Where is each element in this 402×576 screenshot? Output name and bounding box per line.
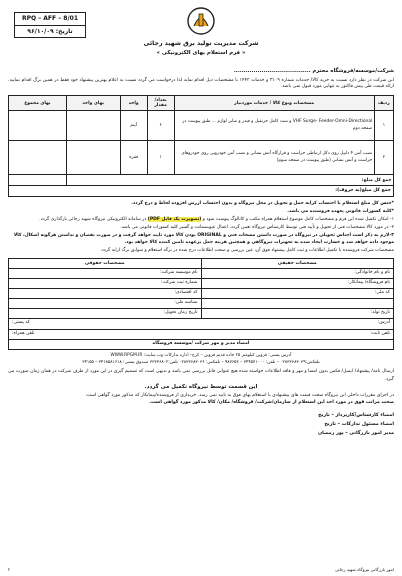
phone-row [9, 329, 393, 339]
row-qty: ۶ [147, 111, 174, 141]
address-block [8, 319, 394, 350]
items-table [8, 95, 394, 186]
col-total: بهای مجموع [9, 96, 67, 111]
note-4: ۲- در مورد کالا مشخصات فنی از تحویل و تأیید فنی توسط کارشناس نیروگاه تعیین گردد، اعمال عیوبضمانت و گسیر کلیه کسورات قانونی می باشد. [120, 225, 394, 231]
note-6: مشخصات شرکت فروشنده با تکمیل اطلاعات و ثبت کامل پیشنهاد فوق آن، عین بررسی و صحت اطلاعات درج شده در برگه استعلام و سوابق برگ ارایه گردد. [100, 248, 394, 254]
col-unit-price: بهای واحد [66, 96, 120, 111]
footer [8, 567, 394, 572]
pdf-highlight: (تصویرت یک فایل PDF) [147, 217, 202, 223]
phone-field[interactable]: تلفن ثابت: [370, 331, 390, 337]
contact-line-1: آدرس پستی: قزوین کیلومتر ۲۵ جاده قدیم قزوین – کرج– اداره تدارکات وب سایت: WWW.RPGM.IR [110, 352, 292, 358]
final-line-4: صحت مراتب فوق در مورد اخذ این استعلام از سازمان/شرکت/ فروشگاه/ مکان/ کالا مذکور مورد گواهی است. [149, 400, 394, 406]
sum-row [9, 175, 394, 186]
page-number: ۲ [8, 566, 11, 572]
table-row [9, 111, 394, 141]
contact-line-2: تلفکس:۰۲۸۳۳۶۸۳۰۳۹ – تلفن: ۳۴۴۵۷۱۰۰۰ – ۹۸۷۶۵۳ – تلفکس: ۰۲۸۳۳۶۸۳۰۳۶ تلفن:۳۳۳۳۶۸۰۲ صندوق پستی: ۳۴۱۸۵۸۱۶۱۸ – ۳۴۱۵۵ [82, 359, 320, 365]
address-field[interactable]: آدرس: [377, 320, 390, 326]
row-no: ۲ [374, 141, 393, 175]
company-logo-icon [186, 6, 216, 36]
sign-commerce: مدیر امور بازرگانی – پور رمضان [318, 430, 394, 436]
national-id-field[interactable]: شناسه ملی: [9, 298, 202, 308]
signatures [8, 412, 394, 438]
sign-procurement: امضاء مسئول تدارکات – تاریخ [324, 422, 394, 428]
delivery-date-field[interactable]: تاریخ زمان تحویل: [9, 308, 202, 318]
row-unit: فقره [120, 141, 147, 175]
row-desc: نصب آنتن ۴ دایپل روی دکل ارتباطی حراست و قرارگاه آتش نشانی و نصب آنتن خودرویی روی خودروهای حراست و آتش نشانی (طبق پیوست در صفحه سوم) [174, 141, 374, 175]
header [8, 4, 394, 66]
form-date: تاریخ: ۹۶/۱۰/۰۹ [15, 25, 85, 38]
note-1: *جنس کل مبلغ استعلام با احتساب کرایه حمل و تحویل در محل نیروگاه و بدون احتساب ارزش افزوده لحاظ و درج گردد. [131, 201, 394, 207]
row-unit: آیتم [120, 111, 147, 141]
row-unit-price[interactable] [66, 141, 120, 175]
form-code-box [14, 12, 86, 38]
note-3: ۱- امکان تکمیل شده این فرم و مشخصات کامل موضوع استعلام همراه مکتب و کاتالوگ پیوست شود و (تصویرت یک فایل PDF) در سامانه الکترونیکی نیروگاه شهید رجائی بارگذاری گردد. [39, 217, 394, 223]
final-line-2: این قسمت توسط نیروگاه تکمیل می گردد. [144, 384, 258, 391]
intro-text: این شرکت در نظر دارد نسبت به خرید کالا/ خدمات شماره ۳۱۰۹ و خدمات ۱۴۴۲ با مشخصات ذیل اقدام نماید لذا درخواست می گردد نسبت به اعلام بهترین پیشنهاد خود فقط در همین برگ اقدام نمایید. ارائه قیمت طی پیش فاکتور به تنهایی مورد قبول نمی باشد. [8, 77, 394, 90]
stamp-field[interactable]: امضاء مدیر و مهر شرکت /موسسه فروشگاه [9, 339, 393, 349]
table-row [9, 308, 394, 318]
note-5: ۳-لازم به ذکر است اجناس تحویلی در نیروگاه در صورت داشتن مشخات فنی و ORIGINAL بودن کالا مورد تایید خواهد گرفت و در صورت نقصان و نداشتن هرگونه اشکال، کالا موجود داده خواهد شد و خسارت ایجاد شده به تجهیزات نیروگاهی و همچنین هزینه حمل برعهده تامین کننده کالا خواهد بود. [13, 233, 394, 246]
mobile-field[interactable]: تلفن همراه: [12, 331, 35, 337]
empty-field[interactable] [201, 298, 394, 308]
row-no: ۱ [374, 111, 393, 141]
table-row [9, 298, 394, 308]
row-desc: VHF Surge- Feeder-Omni-Directional و ست کامل جرثقیل و فیدر و سایر لوازم ... طبق پیوست در صفحه دوم [174, 111, 374, 141]
table-row [9, 141, 394, 175]
notes [8, 201, 394, 255]
address-row [9, 319, 393, 329]
sum-value[interactable] [9, 175, 67, 186]
final-line-1: ارسال نامه/ پیشنهاد/ ایمیل/ فکس بدون امضا و مهر و فاقد اطلاعات خواسته شده هیچ عنوانی قابل بررسی نمی باشد و بدیهی است که تصمیم گیری در این مورد از طرف شرکت در همان زمان صورت می گیرد. [8, 369, 394, 382]
row-total[interactable] [9, 141, 67, 175]
shop-name-field[interactable]: نام فروشگاه/ پیمانکار: [201, 278, 394, 288]
sum-in-words[interactable]: جمع کل مبلغ(به حروف): [8, 186, 394, 197]
postal-code-field[interactable]: کد پستی: [12, 320, 30, 326]
parties-table [8, 258, 394, 319]
footer-dept: امور بازرگانی نیروگاه شهید رجائی [335, 566, 394, 572]
birth-date-field[interactable]: تاریخ تولد: [201, 308, 394, 318]
company-name: شرکت مدیریت تولید برق شهید رجائی [143, 40, 259, 47]
addressee: شرکت/موسسه/فروشگاه محترم ....................................... [233, 68, 394, 74]
col-unit: واحد [120, 96, 147, 111]
row-unit-price[interactable] [66, 111, 120, 141]
company-name-field[interactable]: نام موسسه شرکت: [9, 268, 202, 278]
table-row [9, 288, 394, 298]
contact-info [8, 353, 394, 367]
form-code: RPQ – AFF – 8/01 [21, 15, 79, 22]
col-legal-entity: مشخصات حقوقی [9, 259, 202, 269]
col-qty: تعداد/ مقدار [147, 96, 174, 111]
economic-code-field[interactable]: کد اقتصادی: [9, 288, 202, 298]
table-row [9, 278, 394, 288]
sum-label: جمع کل مبلغ: [66, 175, 393, 186]
sign-expert: امضاء کارشناس/کارپرداز – تاریخ [318, 413, 394, 419]
col-row-no: ردیف [374, 96, 393, 111]
table-row [9, 268, 394, 278]
col-natural-person: مشخصات حقیقی [201, 259, 394, 269]
full-name-field[interactable]: نام و نام خانوادگی: [201, 268, 394, 278]
registration-field[interactable]: شماره ثبت شرکت: [9, 278, 202, 288]
final-line-3: در اجرای مقررات داخلی این نیروگاه صحت قیمت های پیشنهادی با استعلام بهای فوق به تایید نمی رسد. خریداری از فروشنده/پیمانکار که مذکور مورد گواهی است. [85, 392, 394, 398]
row-total[interactable] [9, 111, 67, 141]
national-code-field[interactable]: کد ملی: [201, 288, 394, 298]
note-2: *کلیه کسورات قانونی بعهده فروشنده می باشد. [287, 209, 394, 215]
form-title: « فرم استعلام بهای الکترونیکی » [156, 50, 246, 56]
col-description: مشخصات ونوع کالا / خدمات موردنیاز [174, 96, 374, 111]
row-qty: ۱ [147, 141, 174, 175]
final-section [8, 368, 394, 406]
